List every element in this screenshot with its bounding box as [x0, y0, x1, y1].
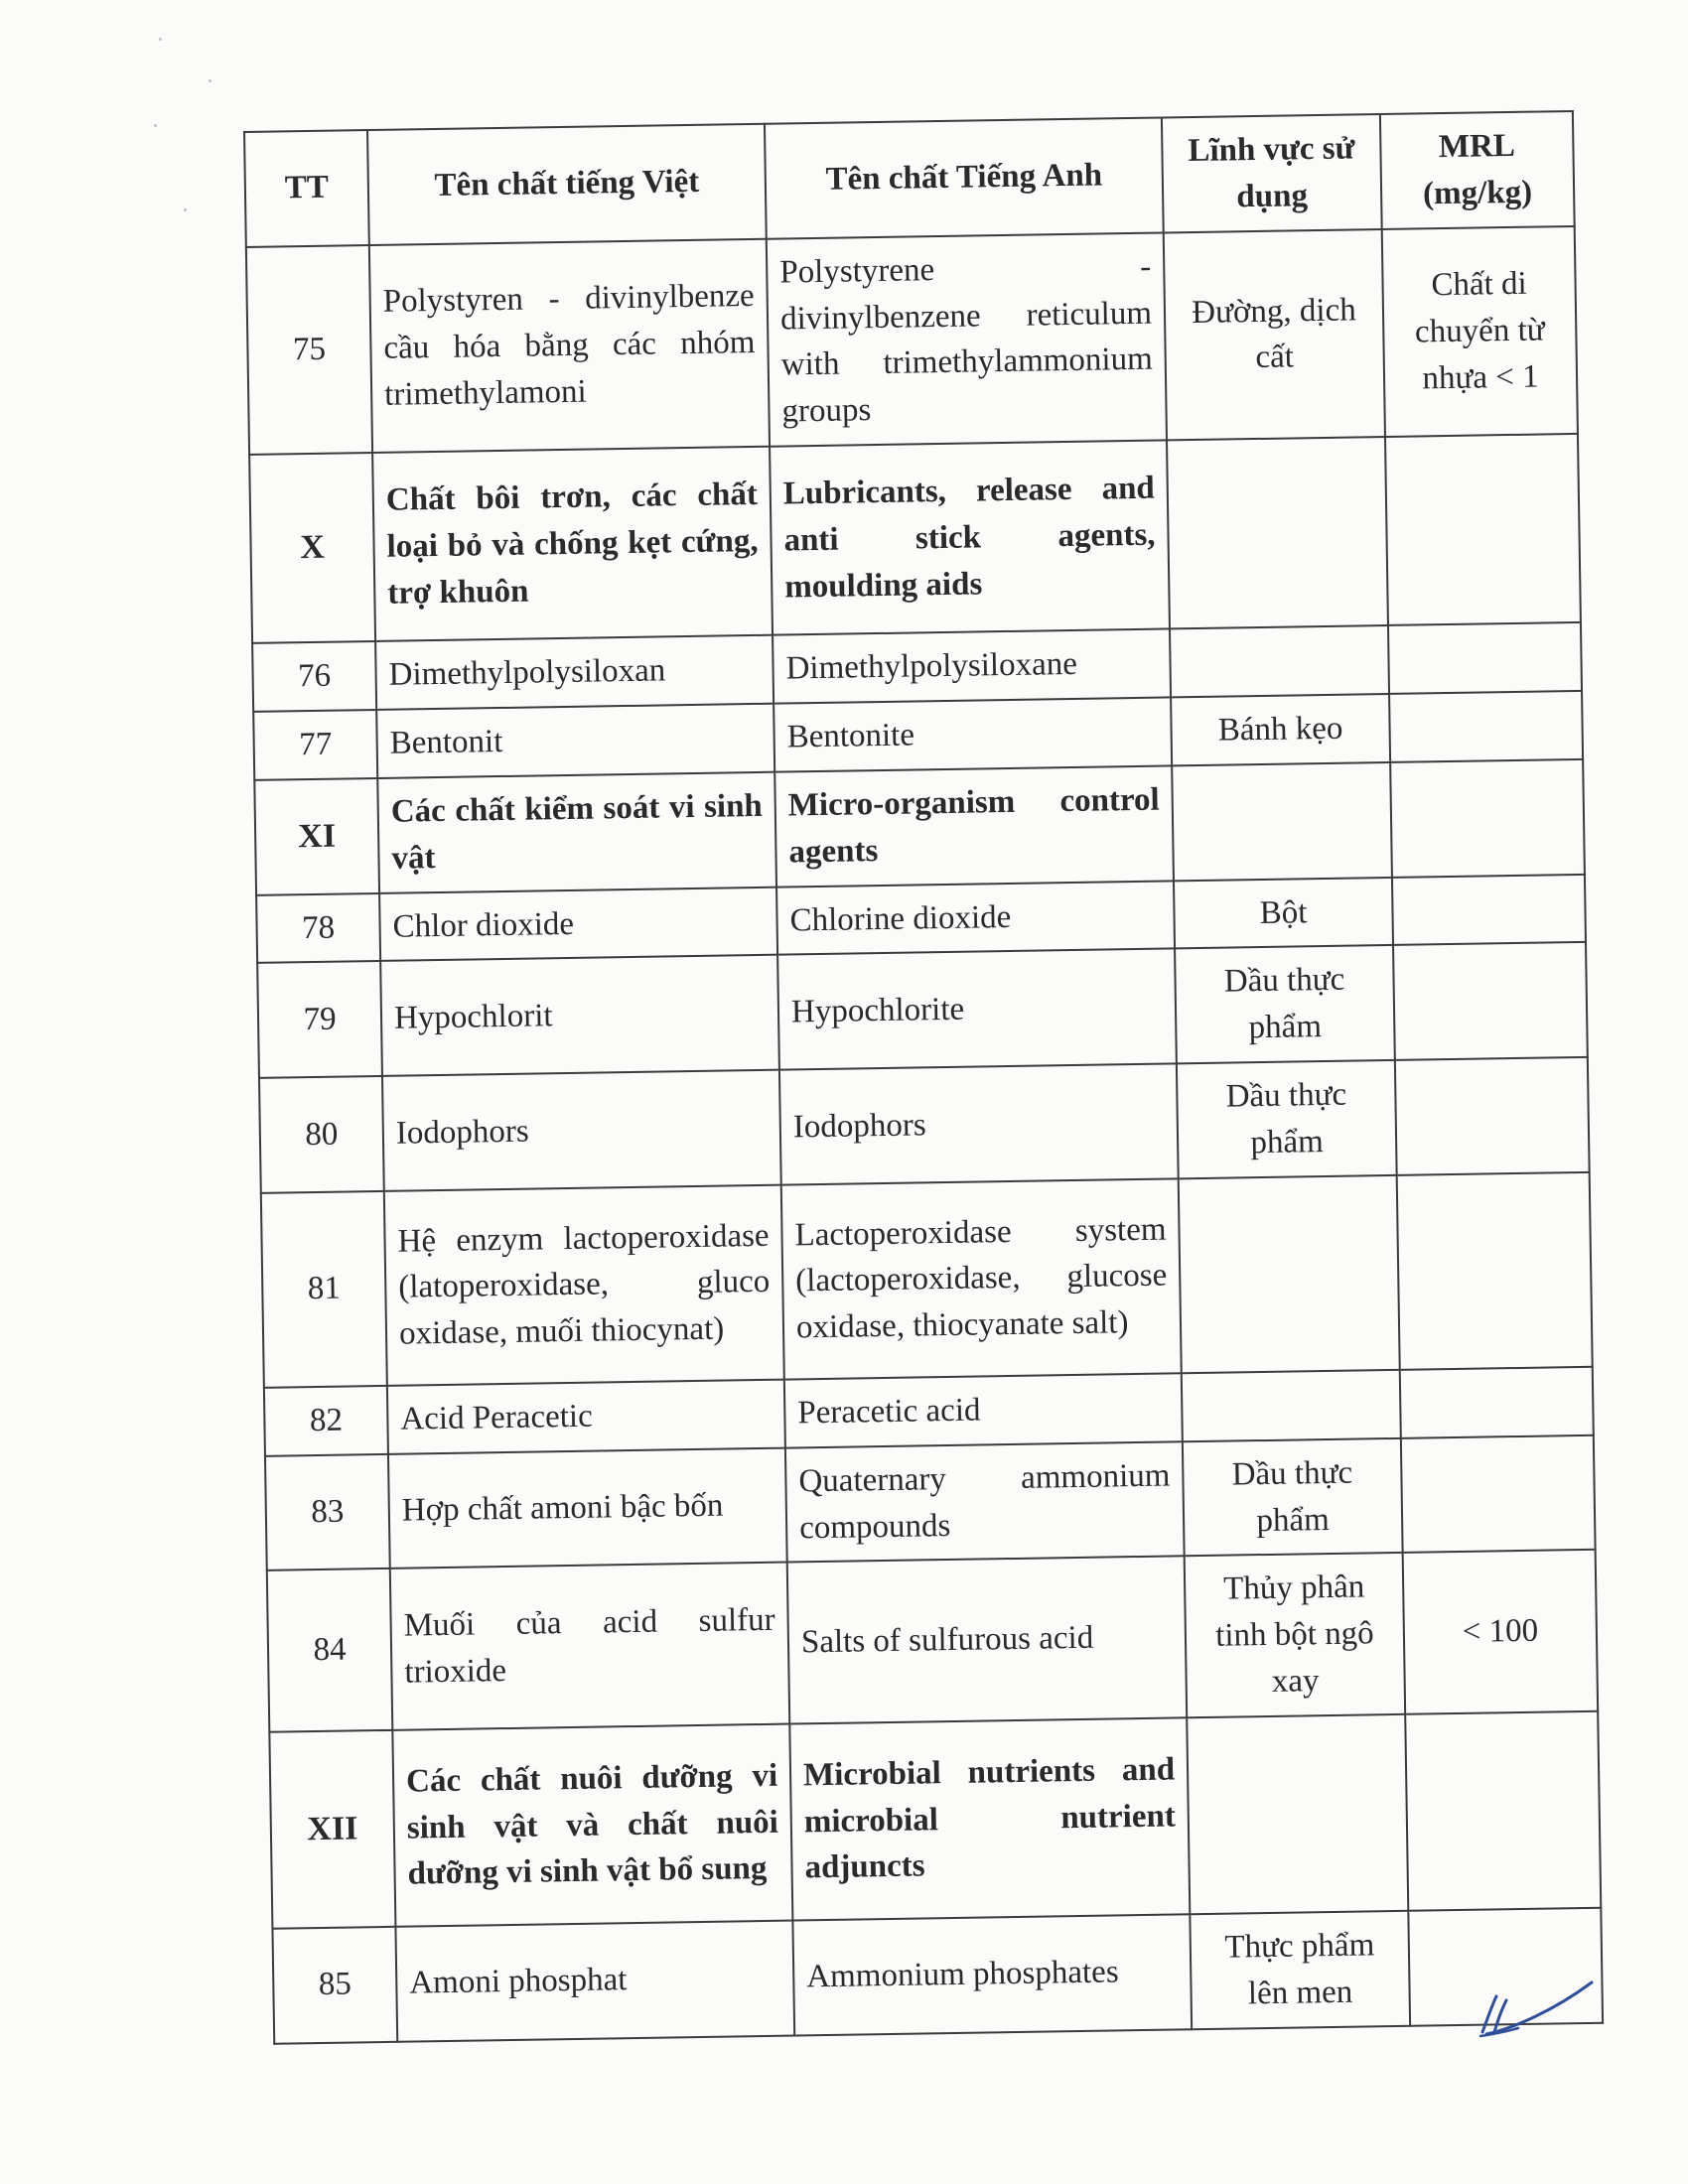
table-row [257, 942, 1588, 1078]
cell-tt: X [249, 453, 375, 643]
signature-mark [1475, 1971, 1599, 2050]
cell-mrl [1392, 874, 1586, 945]
cell-name-vi: Iodophors [382, 1070, 781, 1191]
cell-mrl: < 100 [1403, 1550, 1599, 1714]
cell-tt: 83 [265, 1454, 390, 1571]
cell-name-en: Quaternary ammonium compounds [785, 1441, 1185, 1563]
cell-name-vi: Muối của acid sulfur trioxide [390, 1563, 790, 1730]
cell-tt: XII [269, 1730, 395, 1929]
table-header-row [244, 111, 1575, 247]
cell-name-vi: Hợp chất amoni bậc bốn [388, 1447, 787, 1569]
header-field: Lĩnh vực sử dụng [1162, 114, 1382, 232]
table-row [246, 226, 1578, 455]
table-row [265, 1435, 1596, 1571]
substance-table [243, 110, 1604, 2045]
cell-name-en: Chlorine dioxide [776, 881, 1175, 955]
cell-name-vi: Bentonit [376, 704, 774, 778]
cell-name-en: Micro-organism control agents [774, 765, 1174, 887]
cell-field: Thủy phân tinh bột ngô xay [1185, 1553, 1406, 1717]
table-row [261, 1172, 1593, 1388]
cell-field [1187, 1714, 1408, 1914]
cell-tt: 76 [252, 641, 376, 712]
cell-mrl [1393, 942, 1588, 1060]
cell-tt: XI [254, 778, 379, 895]
cell-tt: 84 [267, 1569, 393, 1732]
cell-field [1182, 1370, 1401, 1441]
table-body [246, 226, 1603, 2044]
cell-mrl: Chất di chuyển từ nhựa < 1 [1382, 226, 1578, 437]
cell-name-vi: Các chất kiểm soát vi sinh vật [377, 772, 776, 893]
cell-tt: 79 [257, 961, 382, 1078]
cell-name-en: Salts of sulfurous acid [787, 1557, 1188, 1724]
cell-tt: 85 [272, 1927, 397, 2044]
cell-mrl [1385, 434, 1581, 625]
cell-name-en: Ammonium phosphates [792, 1914, 1192, 2035]
section-row [249, 434, 1581, 643]
cell-tt: 82 [264, 1386, 388, 1456]
cell-name-en: Lubricants, release and anti stick agents, moulding aids [770, 441, 1170, 635]
table-row [267, 1550, 1598, 1732]
substance-table-container [243, 110, 1604, 2045]
cell-name-vi: Hypochlorit [380, 955, 779, 1076]
table-row [259, 1057, 1590, 1193]
cell-field: Bột [1174, 878, 1393, 949]
cell-name-en: Hypochlorite [777, 949, 1177, 1070]
cell-name-vi: Chất bôi trơn, các chất loại bỏ và chống kẹt cứng, trợ khuôn [372, 447, 773, 641]
cell-name-vi: Dimethylpolysiloxan [375, 635, 774, 710]
cell-field: Đường, dịch cất [1164, 229, 1385, 441]
header-mrl: MRL (mg/kg) [1380, 111, 1575, 229]
header-tt: TT [244, 130, 369, 247]
cell-tt: 80 [259, 1076, 384, 1193]
cell-name-vi: Amoni phosphat [395, 1921, 794, 2042]
table-row [272, 1908, 1603, 2044]
cell-mrl [1388, 622, 1582, 694]
cell-tt: 78 [256, 893, 380, 964]
cell-field: Thực phẩm lên men [1190, 1911, 1410, 2029]
cell-name-en: Microbial nutrients and microbial nutrient adjuncts [789, 1717, 1190, 1920]
cell-name-vi: Chlor dioxide [379, 887, 777, 961]
cell-tt: 77 [253, 710, 377, 780]
cell-field: Dầu thực phẩm [1175, 945, 1395, 1063]
cell-name-vi: Polystyren - divinylbenze cầu hóa bằng các nhóm trimethylamoni [369, 238, 770, 453]
cell-tt: 81 [261, 1191, 387, 1388]
cell-field [1179, 1175, 1400, 1373]
scan-speck [184, 208, 187, 211]
cell-name-en: Polystyrene - divinylbenzene reticulum with trimethylammonium groups [767, 232, 1167, 447]
header-name-vi: Tên chất tiếng Việt [367, 124, 767, 245]
cell-name-en: Bentonite [774, 697, 1172, 771]
section-row [254, 759, 1585, 895]
cell-name-vi: Acid Peracetic [387, 1379, 785, 1453]
cell-name-en: Lactoperoxidase system (lactoperoxidase, glucose oxidase, thiocyanate salt) [781, 1178, 1182, 1379]
cell-field: Dầu thực phẩm [1177, 1060, 1397, 1178]
scan-speck [159, 38, 162, 41]
cell-field [1172, 762, 1392, 881]
cell-name-en: Dimethylpolysiloxane [773, 629, 1171, 704]
cell-mrl [1401, 1435, 1596, 1554]
cell-mrl [1389, 691, 1583, 762]
cell-name-vi: Hệ enzym lactoperoxidase (latoperoxidase, gluco oxidase, muối thiocynat) [384, 1185, 784, 1386]
cell-tt: 75 [246, 245, 372, 455]
cell-name-en: Iodophors [779, 1064, 1179, 1185]
cell-field [1170, 625, 1389, 697]
cell-field: Dầu thực phẩm [1183, 1438, 1403, 1557]
cell-mrl [1390, 759, 1585, 878]
cell-mrl [1397, 1172, 1593, 1370]
scan-speck [154, 124, 157, 127]
cell-field [1167, 437, 1388, 628]
cell-mrl [1405, 1711, 1601, 1911]
scan-speck [209, 79, 211, 82]
cell-name-en: Peracetic acid [784, 1373, 1183, 1447]
cell-mrl [1395, 1057, 1590, 1175]
cell-mrl [1400, 1367, 1594, 1438]
section-row [269, 1711, 1601, 1929]
header-name-en: Tên chất Tiếng Anh [765, 117, 1164, 238]
cell-field: Bánh kẹo [1171, 694, 1390, 765]
cell-name-vi: Các chất nuôi dưỡng vi sinh vật và chất nuôi dưỡng vi sinh vật bổ sung [392, 1724, 792, 1927]
